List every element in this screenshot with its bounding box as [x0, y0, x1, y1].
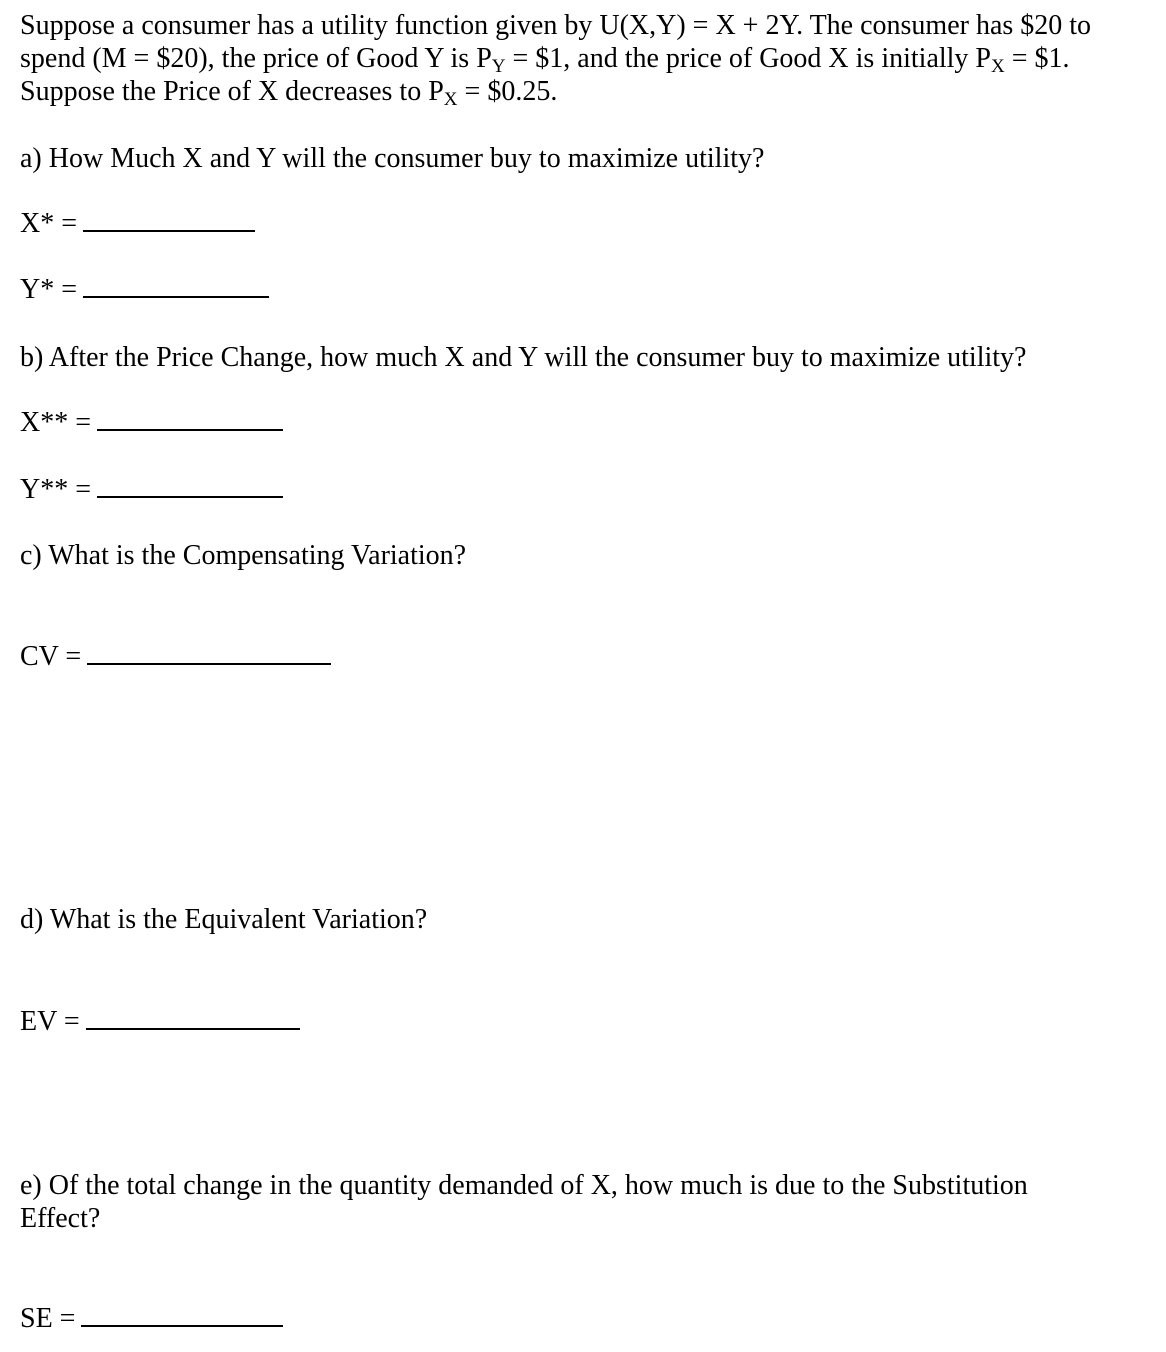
question-c: c) What is the Compensating Variation?: [20, 540, 467, 571]
answer-blank[interactable]: [83, 208, 255, 232]
answer-label: EV =: [20, 1006, 80, 1037]
intro-line-1: Suppose a consumer has a utility function given by U(X,Y) = X + 2Y. The consumer has $20 to: [20, 10, 1092, 41]
subscript-x: X: [443, 89, 458, 110]
answer-blank[interactable]: [86, 1006, 300, 1030]
answer-x-double-star: [20, 406, 283, 439]
problem-statement: [20, 9, 1091, 108]
question-e: [20, 1169, 1028, 1235]
subscript-y: Y: [491, 56, 506, 77]
answer-label: CV =: [20, 641, 82, 672]
answer-label: X* =: [20, 208, 78, 239]
answer-label: SE =: [20, 1303, 76, 1334]
subscript-x: X: [991, 56, 1005, 77]
intro-line-2: spend (M = $20), the price of Good Y is $P_Y$ = $1, and the price of Good X is initially $P_X$ = $1.: [20, 43, 1070, 77]
answer-y-star: [20, 273, 269, 306]
answer-y-double-star: [20, 473, 283, 506]
answer-label: Y* =: [20, 274, 78, 305]
intro-line-3: Suppose the Price of X decreases to $P_X$ = $0.25.: [20, 76, 558, 110]
answer-label: X** =: [20, 407, 92, 438]
question-e-line-2: Effect?: [20, 1203, 101, 1234]
answer-ev: [20, 1005, 300, 1038]
answer-blank[interactable]: [87, 641, 331, 665]
answer-se: [20, 1302, 283, 1335]
question-b: b) After the Price Change, how much X and Y will the consumer buy to maximize utility?: [20, 342, 1027, 373]
answer-x-star: [20, 207, 255, 240]
answer-blank[interactable]: [97, 407, 283, 431]
answer-label: Y** =: [20, 474, 92, 505]
question-a: a) How Much X and Y will the consumer buy to maximize utility?: [20, 143, 765, 174]
answer-blank[interactable]: [97, 474, 283, 498]
question-d: d) What is the Equivalent Variation?: [20, 904, 428, 935]
question-e-line-1: e) Of the total change in the quantity demanded of X, how much is due to the Substitution: [20, 1170, 1028, 1201]
answer-blank[interactable]: [83, 274, 269, 298]
answer-cv: [20, 640, 331, 673]
answer-blank[interactable]: [81, 1303, 283, 1327]
